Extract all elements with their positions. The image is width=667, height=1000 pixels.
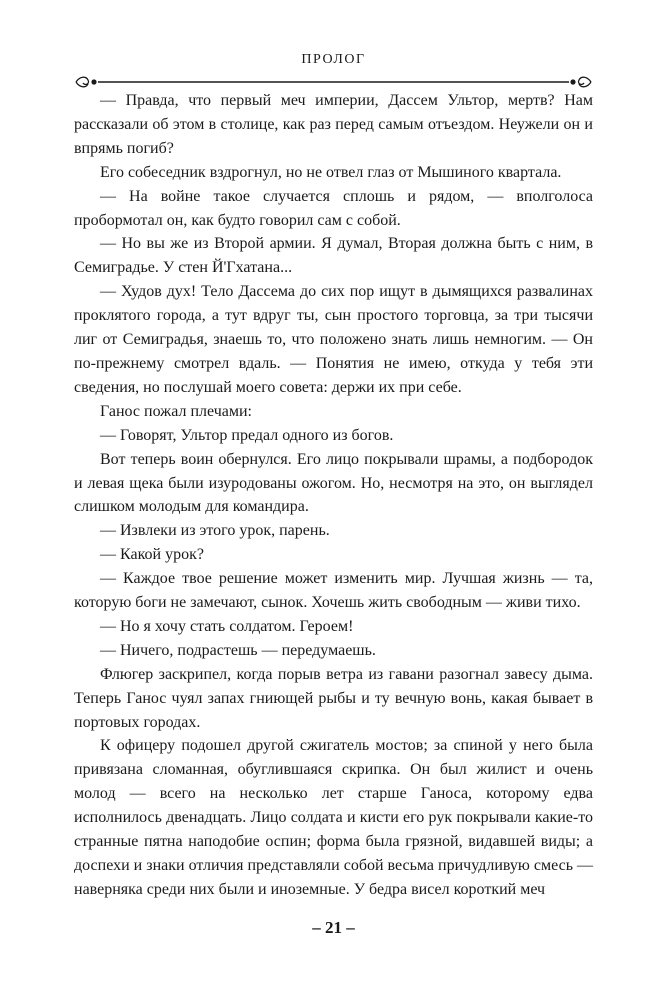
paragraph: — Худов дух! Тело Дассема до сих пор ищут в дымящихся развалинах проклятого города, а тут вдруг ты, сын простого торговца, за три тысячи лиг от Семиградья, знаешь то, что положено знать лишь немногим. — Он по-прежнему смотрел вдаль. — Понятия не имею, откуда у тебя эти сведения, но послушай моего совета: держи их при себе. [74,283,593,396]
paragraph: Флюгер заскрипел, когда порыв ветра из гавани разогнал завесу дыма. Теперь Ганос чуял запах гниющей рыбы и ту вечную вонь, какая бывает в портовых городах. [74,665,593,731]
body-text [74,89,593,902]
paragraph: — На войне такое случается сплошь и рядом, — вполголоса пробормотал он, как будто говорил сам с собой. [74,187,593,229]
paragraph: — Говорят, Ультор предал одного из богов. [100,426,394,444]
running-title: ПРОЛОГ [301,52,366,67]
paragraph: Его собеседник вздрогнул, но не отвел глаз от Мышиного квартала. [100,163,562,181]
paragraph: Ганос пожал плечами: [100,402,252,420]
paragraph: — Каждое твое решение может изменить мир. Лучшая жизнь — та, которую боги не замечают, сынок. Хочешь жить свободным — живи тихо. [74,570,593,612]
paragraph: — Но я хочу стать солдатом. Героем! [100,617,354,635]
paragraph: Вот теперь воин обернулся. Его лицо покрывали шрамы, а подбородок и левая щека были изуродованы ожогом. Но, несмотря на это, он выглядел слишком молодым для командира. [74,450,593,516]
paragraph: — Извлеки из этого урок, парень. [100,522,330,540]
page-number: – 21 – [312,918,355,937]
paragraph: — Какой урок? [100,546,204,564]
paragraph: — Но вы же из Второй армии. Я думал, Вторая должна быть с ним, в Семиградье. У стен Й'Гхатана... [74,235,593,277]
paragraph: — Ничего, подрастешь — передумаешь. [100,641,376,659]
paragraph: К офицеру подошел другой сжигатель мостов; за спиной у него была привязана сломанная, обуглившаяся скрипка. Он был жилист и очень молод — всего на несколько лет старше Ганоса, которому едва исполнилось двенадцать. Лицо солдата и кисти его рук покрывали какие-то странные пятна наподобие оспин; форма была грязной, видавшей виды; а доспехи и знаки отличия представляли собой весьма причудливую смесь — наверняка среди них были и иноземные. У бедра висел короткий меч [74,737,593,898]
paragraph: — Правда, что первый меч империи, Дассем Ультор, мертв? Нам рассказали об этом в столице, как раз перед самым отъездом. Неужели он и впрямь погиб? [74,92,593,157]
